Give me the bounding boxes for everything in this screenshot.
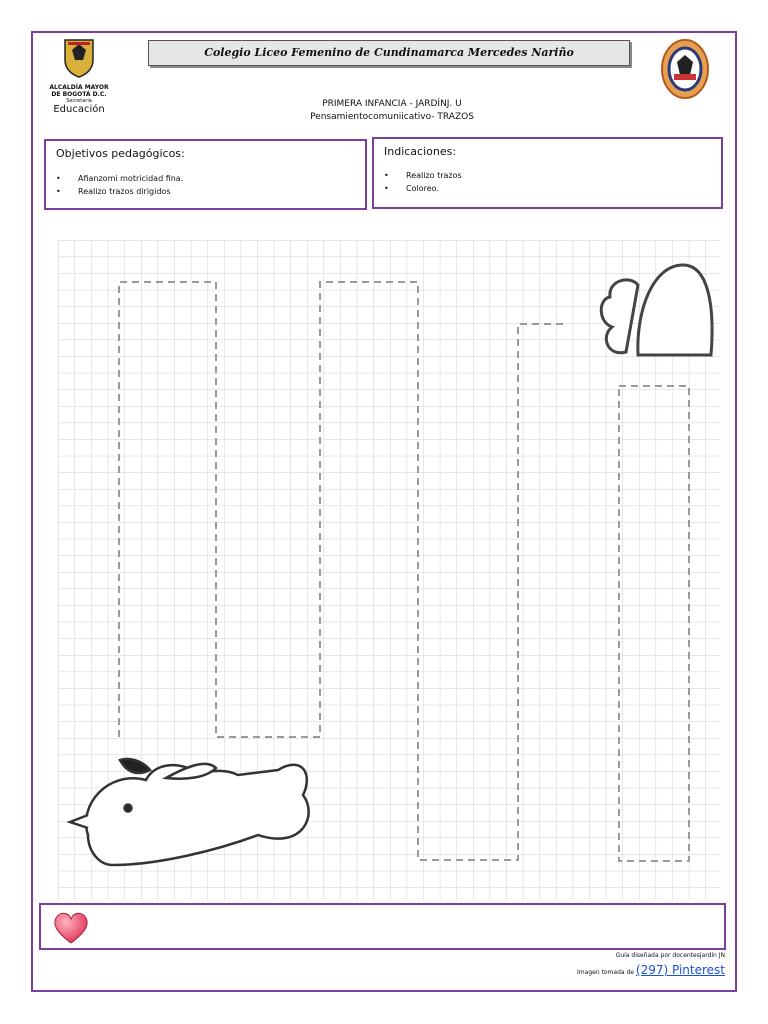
logo-text-1: ALCALDÍA MAYOR — [49, 84, 109, 91]
instructions-box — [372, 137, 723, 209]
subtitle-line-1: PRIMERA INFANCIA - JARDÍNJ. U — [322, 99, 462, 109]
objectives-box — [44, 139, 367, 210]
objectives-title: Objetivos pedagógicos: — [56, 147, 185, 160]
logo-text-3: Secretaría — [66, 98, 92, 104]
objective-item: • Afianzomi motricidad fina. — [78, 172, 183, 185]
instructions-list — [406, 169, 462, 195]
heart-icon — [53, 911, 89, 945]
instructions-title: Indicaciones: — [384, 145, 457, 158]
pinterest-link[interactable]: (297) Pinterest — [635, 963, 725, 977]
logo-text-2: DE BOGOTÁ D.C. — [51, 91, 107, 98]
instruction-item: • Coloreo. — [406, 182, 462, 195]
credit-line-2 — [577, 963, 725, 977]
credit-prefix: Imagen tomada de — [577, 969, 634, 976]
credit-line-1: Guía diseñada por docentesjardín JN — [615, 952, 725, 959]
tracing-worksheet — [58, 240, 720, 900]
bogota-logo — [44, 38, 114, 115]
subtitle — [200, 98, 584, 124]
logo-text-4: Educación — [53, 104, 105, 115]
objective-item: • Realizo trazos dirigidos — [78, 185, 183, 198]
bogota-shield-icon — [63, 38, 95, 78]
subtitle-line-2: Pensamientocomuniicativo- TRAZOS — [310, 112, 474, 122]
heart-box — [39, 903, 726, 950]
objectives-list — [78, 172, 183, 198]
school-emblem-icon — [660, 38, 710, 100]
school-name: Colegio Liceo Femenino de Cundinamarca Mercedes Nariño — [148, 40, 630, 66]
instruction-item: • Realizo trazos — [406, 169, 462, 182]
